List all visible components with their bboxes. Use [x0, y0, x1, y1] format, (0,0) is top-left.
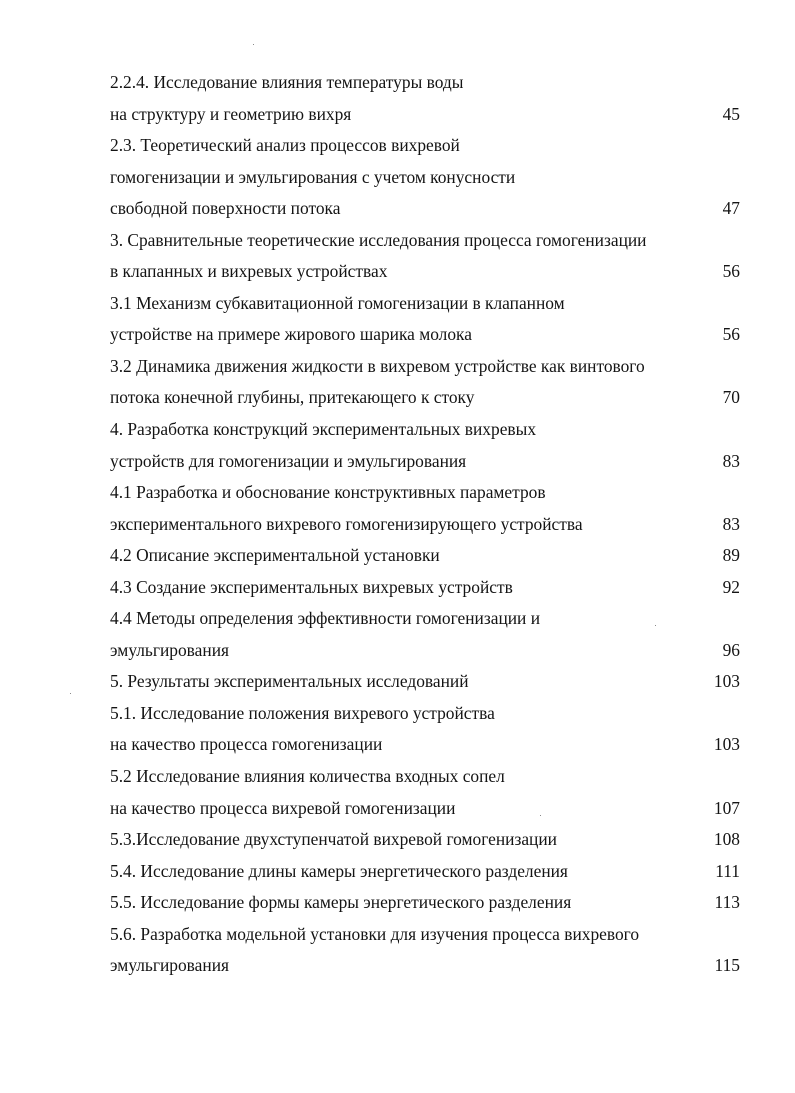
toc-entry-line	[110, 919, 740, 951]
toc-entry-text: экспериментального вихревого гомогенизирующего устройства	[110, 513, 583, 534]
toc-entry-line	[110, 130, 740, 162]
toc-page-number: 47	[722, 198, 740, 219]
toc-entry-line	[110, 382, 740, 414]
toc-page-number: 96	[722, 639, 740, 660]
toc-entry-line	[110, 729, 740, 761]
toc-entry-text: 4.3 Создание экспериментальных вихревых устройств	[110, 576, 513, 597]
scan-speck	[70, 693, 71, 694]
toc-page-number: 83	[722, 513, 740, 534]
toc-entry-text: на структуру и геометрию вихря	[110, 103, 352, 124]
toc-entry-line	[110, 540, 740, 572]
toc-entry-text: 3.2 Динамика движения жидкости в вихревом устройстве как винтового	[110, 355, 645, 376]
toc-entry-line	[110, 67, 740, 99]
scan-speck	[253, 44, 254, 45]
toc-page-number: 115	[714, 955, 740, 976]
toc-entry-line	[110, 603, 740, 635]
toc-entry-line	[110, 509, 740, 541]
toc-entry-line	[110, 761, 740, 793]
toc-entry-line	[110, 446, 740, 478]
toc-entry-text: 2.3. Теоретический анализ процессов вихревой	[110, 135, 460, 156]
toc-entry-text: в клапанных и вихревых устройствах	[110, 261, 388, 282]
toc-entry-text: 4.1 Разработка и обоснование конструктивных параметров	[110, 482, 546, 503]
toc-entry-text: на качество процесса вихревой гомогенизации	[110, 797, 456, 818]
toc-entry-text: 3. Сравнительные теоретические исследования процесса гомогенизации	[110, 229, 647, 250]
toc-entry-text: 5.4. Исследование длины камеры энергетического разделения	[110, 860, 568, 881]
toc-page-number: 70	[722, 387, 740, 408]
toc-entry-text: свободной поверхности потока	[110, 198, 341, 219]
toc-page-number: 111	[715, 860, 740, 881]
toc-entry-text: 5. Результаты экспериментальных исследований	[110, 671, 469, 692]
toc-page-number: 113	[714, 892, 740, 913]
toc-page-number: 103	[713, 734, 740, 755]
toc-entry-line	[110, 288, 740, 320]
toc-entry-line	[110, 666, 740, 698]
toc-entry-line	[110, 193, 740, 225]
toc-entry-text: 5.3.Исследование двухступенчатой вихревой гомогенизации	[110, 829, 557, 850]
toc-entry-line	[110, 950, 740, 982]
toc-entry-text: 4.2 Описание экспериментальной установки	[110, 545, 440, 566]
toc-page-number: 108	[713, 829, 740, 850]
toc-page-number: 107	[713, 797, 740, 818]
toc-entry-line	[110, 572, 740, 604]
toc-entry-text: 5.1. Исследование положения вихревого устройства	[110, 702, 495, 723]
toc-entry-line	[110, 99, 740, 131]
toc-entry-line	[110, 824, 740, 856]
toc-entry-line	[110, 256, 740, 288]
toc-entry-line	[110, 162, 740, 194]
toc-entry-text: потока конечной глубины, притекающего к стоку	[110, 387, 475, 408]
toc-entry-line	[110, 477, 740, 509]
toc-page-number: 56	[722, 261, 740, 282]
table-of-contents	[110, 67, 740, 982]
toc-entry-text: 4. Разработка конструкций экспериментальных вихревых	[110, 419, 537, 440]
toc-entry-text: эмульгирования	[110, 639, 229, 660]
toc-page-number: 56	[722, 324, 740, 345]
toc-entry-text: устройств для гомогенизации и эмульгирования	[110, 450, 467, 471]
toc-entry-text: на качество процесса гомогенизации	[110, 734, 383, 755]
toc-page-number: 45	[722, 103, 740, 124]
toc-entry-text: 3.1 Механизм субкавитационной гомогенизации в клапанном	[110, 292, 565, 313]
toc-entry-line	[110, 856, 740, 888]
toc-entry-text: гомогенизации и эмульгирования с учетом конусности	[110, 166, 516, 187]
toc-entry-line	[110, 698, 740, 730]
toc-entry-line	[110, 225, 740, 257]
toc-entry-text: 5.6. Разработка модельной установки для изучения процесса вихревого	[110, 923, 640, 944]
toc-page-number: 89	[722, 545, 740, 566]
toc-entry-text: эмульгирования	[110, 955, 229, 976]
toc-page-number: 92	[722, 576, 740, 597]
toc-entry-line	[110, 793, 740, 825]
toc-entry-line	[110, 319, 740, 351]
toc-entry-text: 2.2.4. Исследование влияния температуры воды	[110, 72, 464, 92]
toc-entry-text: 5.2 Исследование влияния количества входных сопел	[110, 766, 505, 787]
toc-entry-line	[110, 351, 740, 383]
toc-entry-text: устройстве на примере жирового шарика молока	[110, 324, 472, 345]
toc-entry-line	[110, 635, 740, 667]
toc-entry-line	[110, 887, 740, 919]
toc-page-number: 83	[722, 450, 740, 471]
toc-page-number: 103	[713, 671, 740, 692]
toc-entry-line	[110, 414, 740, 446]
toc-entry-text: 4.4 Методы определения эффективности гомогенизации и	[110, 608, 541, 629]
toc-entry-text: 5.5. Исследование формы камеры энергетического разделения	[110, 892, 572, 913]
